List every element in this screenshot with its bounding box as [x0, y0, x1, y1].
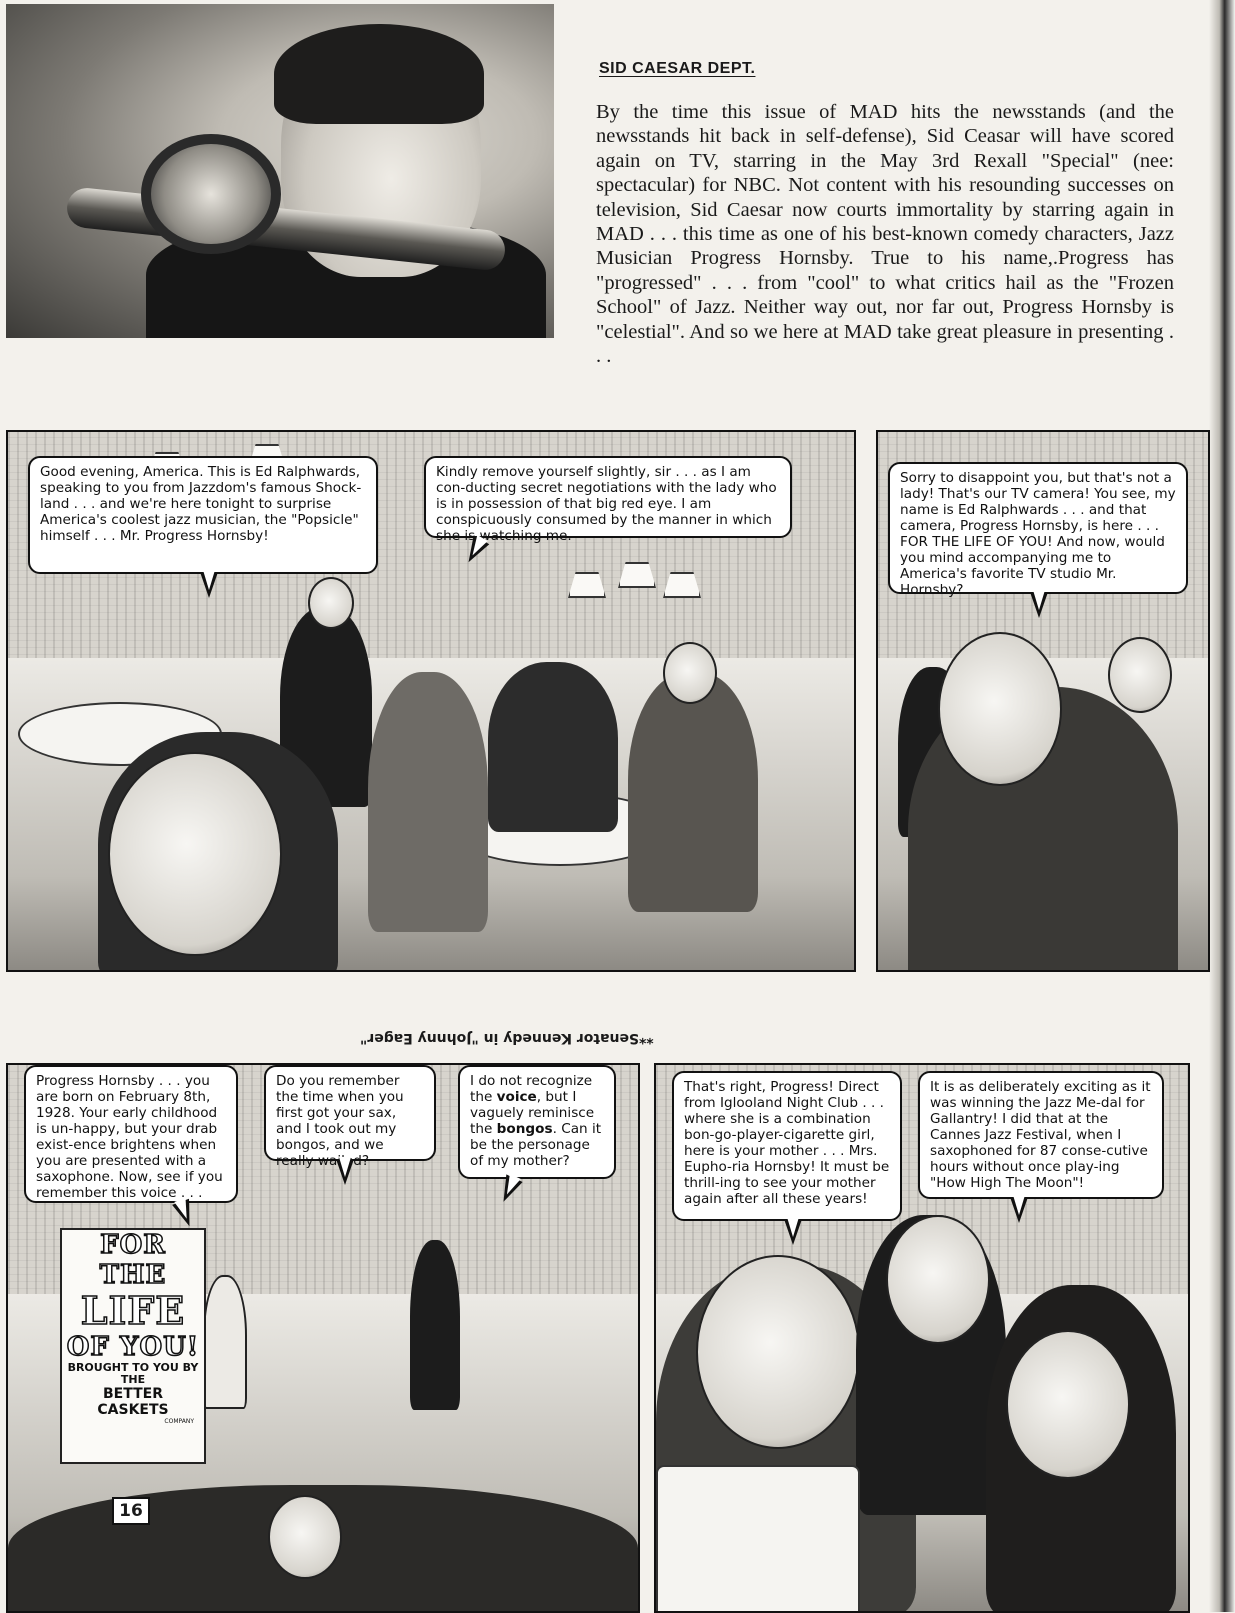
- department-heading: SID CAESAR DEPT.: [599, 60, 756, 77]
- balloon-tail: [172, 1199, 198, 1230]
- foreground-face: [108, 752, 282, 956]
- balloon-tail: [784, 1219, 802, 1245]
- balloon-tail: [1010, 1197, 1028, 1223]
- for-the-life-of-you-sign: [60, 1228, 206, 1464]
- speech-balloon-hornsby: [918, 1071, 1164, 1199]
- ed-ralphwards-face: [696, 1255, 860, 1449]
- trumpeter-face: [1108, 637, 1172, 713]
- balloon-text: Kindly remove yourself slightly, sir . . . as I am con-ducting secret negotiations with the lady who is in possession of that big red eye. I am conspicuously consumed by the manner in which she is watching me.: [436, 464, 777, 544]
- mother-face: [1006, 1330, 1130, 1479]
- balloon-text: Good evening, America. This is Ed Ralphwards, speaking to you from Jazzdom's famous Shock-land . . . and we're here tonight to surprise America's coolest jazz musician, the "Popsicle" himself . . . Mr. Progress Hornsby!: [40, 464, 362, 544]
- balloon-tail: [336, 1159, 354, 1185]
- page-number: 16: [112, 1497, 150, 1525]
- sign-line: LIFE: [80, 1288, 186, 1333]
- intro-paragraph: By the time this issue of MAD hits the newsstands (and the newsstands hit back in self-defense), Sid Ceasar will have scored again on TV, starring in the May 3rd Rexall "Special" (nee: spectacular) for NBC. Not content with his resounding successes on television, Sid Caesar now courts immortality by starring again in MAD . . . this time as one of his best-known comedy characters, Jazz Musician Progress Hornsby. True to his name,.Progress has "progressed" . . . from "cool" to what critics hail as the "Frozen School" of Jazz. Neither way out, nor far out, Progress Hornsby is "celestial". And so we here at MAD take great pleasure in presenting . . .: [596, 101, 1174, 368]
- comic-panel-tv-studio: [6, 1063, 640, 1613]
- host-face: [308, 577, 354, 629]
- balloon-tail: [1030, 592, 1048, 618]
- sign-line: BETTER: [103, 1386, 163, 1402]
- balloon-text: Sorry to disappoint you, but that's not a lady! That's our TV camera! You see, my name is Ed Ralphwards . . . and that camera, Progress Hornsby, is here . . . FOR THE LIFE OF YOU! And now, would you mind accompanying me to America's favorite TV studio Mr. Hornsby?: [900, 470, 1176, 598]
- sid-caesar-photo: [6, 4, 554, 338]
- ed-ralphwards-figure: [203, 1275, 247, 1409]
- balloon-text: Do you remember the time when you first got your sax, and I took out my bongos, and we really wailed?: [276, 1073, 404, 1169]
- balloon-text: , but I vaguely reminisce the: [470, 1089, 595, 1137]
- beatnik-figure: [488, 662, 618, 832]
- photo-hair: [274, 24, 484, 124]
- page-edge: [1209, 0, 1235, 1612]
- beatnik-figure: [368, 672, 488, 932]
- speech-balloon-hornsby: [458, 1065, 616, 1179]
- speech-balloon-ed-ralphwards: [28, 456, 378, 574]
- comic-panel-mother-reunion: [654, 1063, 1190, 1613]
- progress-hornsby-face: [886, 1215, 990, 1344]
- speech-balloon-ed-ralphwards: [888, 462, 1188, 598]
- beatnik-figure: [628, 672, 758, 912]
- speech-balloon-ed-ralphwards: [24, 1065, 238, 1203]
- balloon-text: That's right, Progress! Direct from Iglooland Night Club . . . where she is a combination bon-go-player-cigarette girl, here is your mother . . . Mrs. Eupho-ria Hornsby! It must be thrill-ing to see your mother again after all these years!: [684, 1079, 890, 1207]
- sign-line: OF YOU!: [66, 1332, 200, 1362]
- chandelier-lamp: [618, 562, 656, 588]
- balloon-text: It is as deliberately exciting as it was winning the Jazz Me-dal for Gallantry! I did that at the Cannes Jazz Festival, when I saxophoned for 87 conse-cutive hours without once play-ing "How High The Moon"!: [930, 1079, 1151, 1191]
- balloon-text: . Can it be the personage of my mother?: [470, 1121, 602, 1169]
- progress-hornsby-face: [663, 642, 717, 704]
- speech-balloon-hornsby: [424, 456, 792, 544]
- chandelier-lamp: [568, 572, 606, 598]
- speech-balloon-mother-offstage: [264, 1065, 436, 1169]
- audience-face: [268, 1495, 342, 1579]
- balloon-tail: [495, 1174, 522, 1205]
- sign-line: FOR THE: [99, 1230, 167, 1290]
- balloon-text: I do not recognize the: [470, 1073, 593, 1105]
- comic-panel-nightclub: [6, 430, 856, 972]
- sign-line: COMPANY: [164, 1418, 194, 1425]
- progress-hornsby-figure: [410, 1240, 460, 1410]
- upside-down-footnote: **Senator Kennedy in "Johnny Eager": [360, 1030, 654, 1046]
- balloon-text: Progress Hornsby . . . you are born on February 8th, 1928. Your early childhood is un-happy, but your drab exist-ence brightens when you are presented with a saxophone. Now, see if you remember this voice . . .: [36, 1073, 223, 1201]
- balloon-text-bold: voice: [496, 1089, 537, 1105]
- sign-line: BROUGHT TO YOU BY THE: [67, 1361, 199, 1386]
- book-prop: [656, 1465, 860, 1613]
- speech-balloon-ed-ralphwards: [672, 1071, 902, 1221]
- balloon-tail: [200, 572, 218, 598]
- comic-panel-ed-ralphwards: [876, 430, 1210, 972]
- photo-saxophone-bell: [141, 134, 281, 254]
- balloon-text-bold: bongos: [496, 1121, 553, 1137]
- sign-line: CASKETS: [97, 1402, 169, 1418]
- ed-ralphwards-face: [938, 632, 1062, 786]
- chandelier-lamp: [663, 572, 701, 598]
